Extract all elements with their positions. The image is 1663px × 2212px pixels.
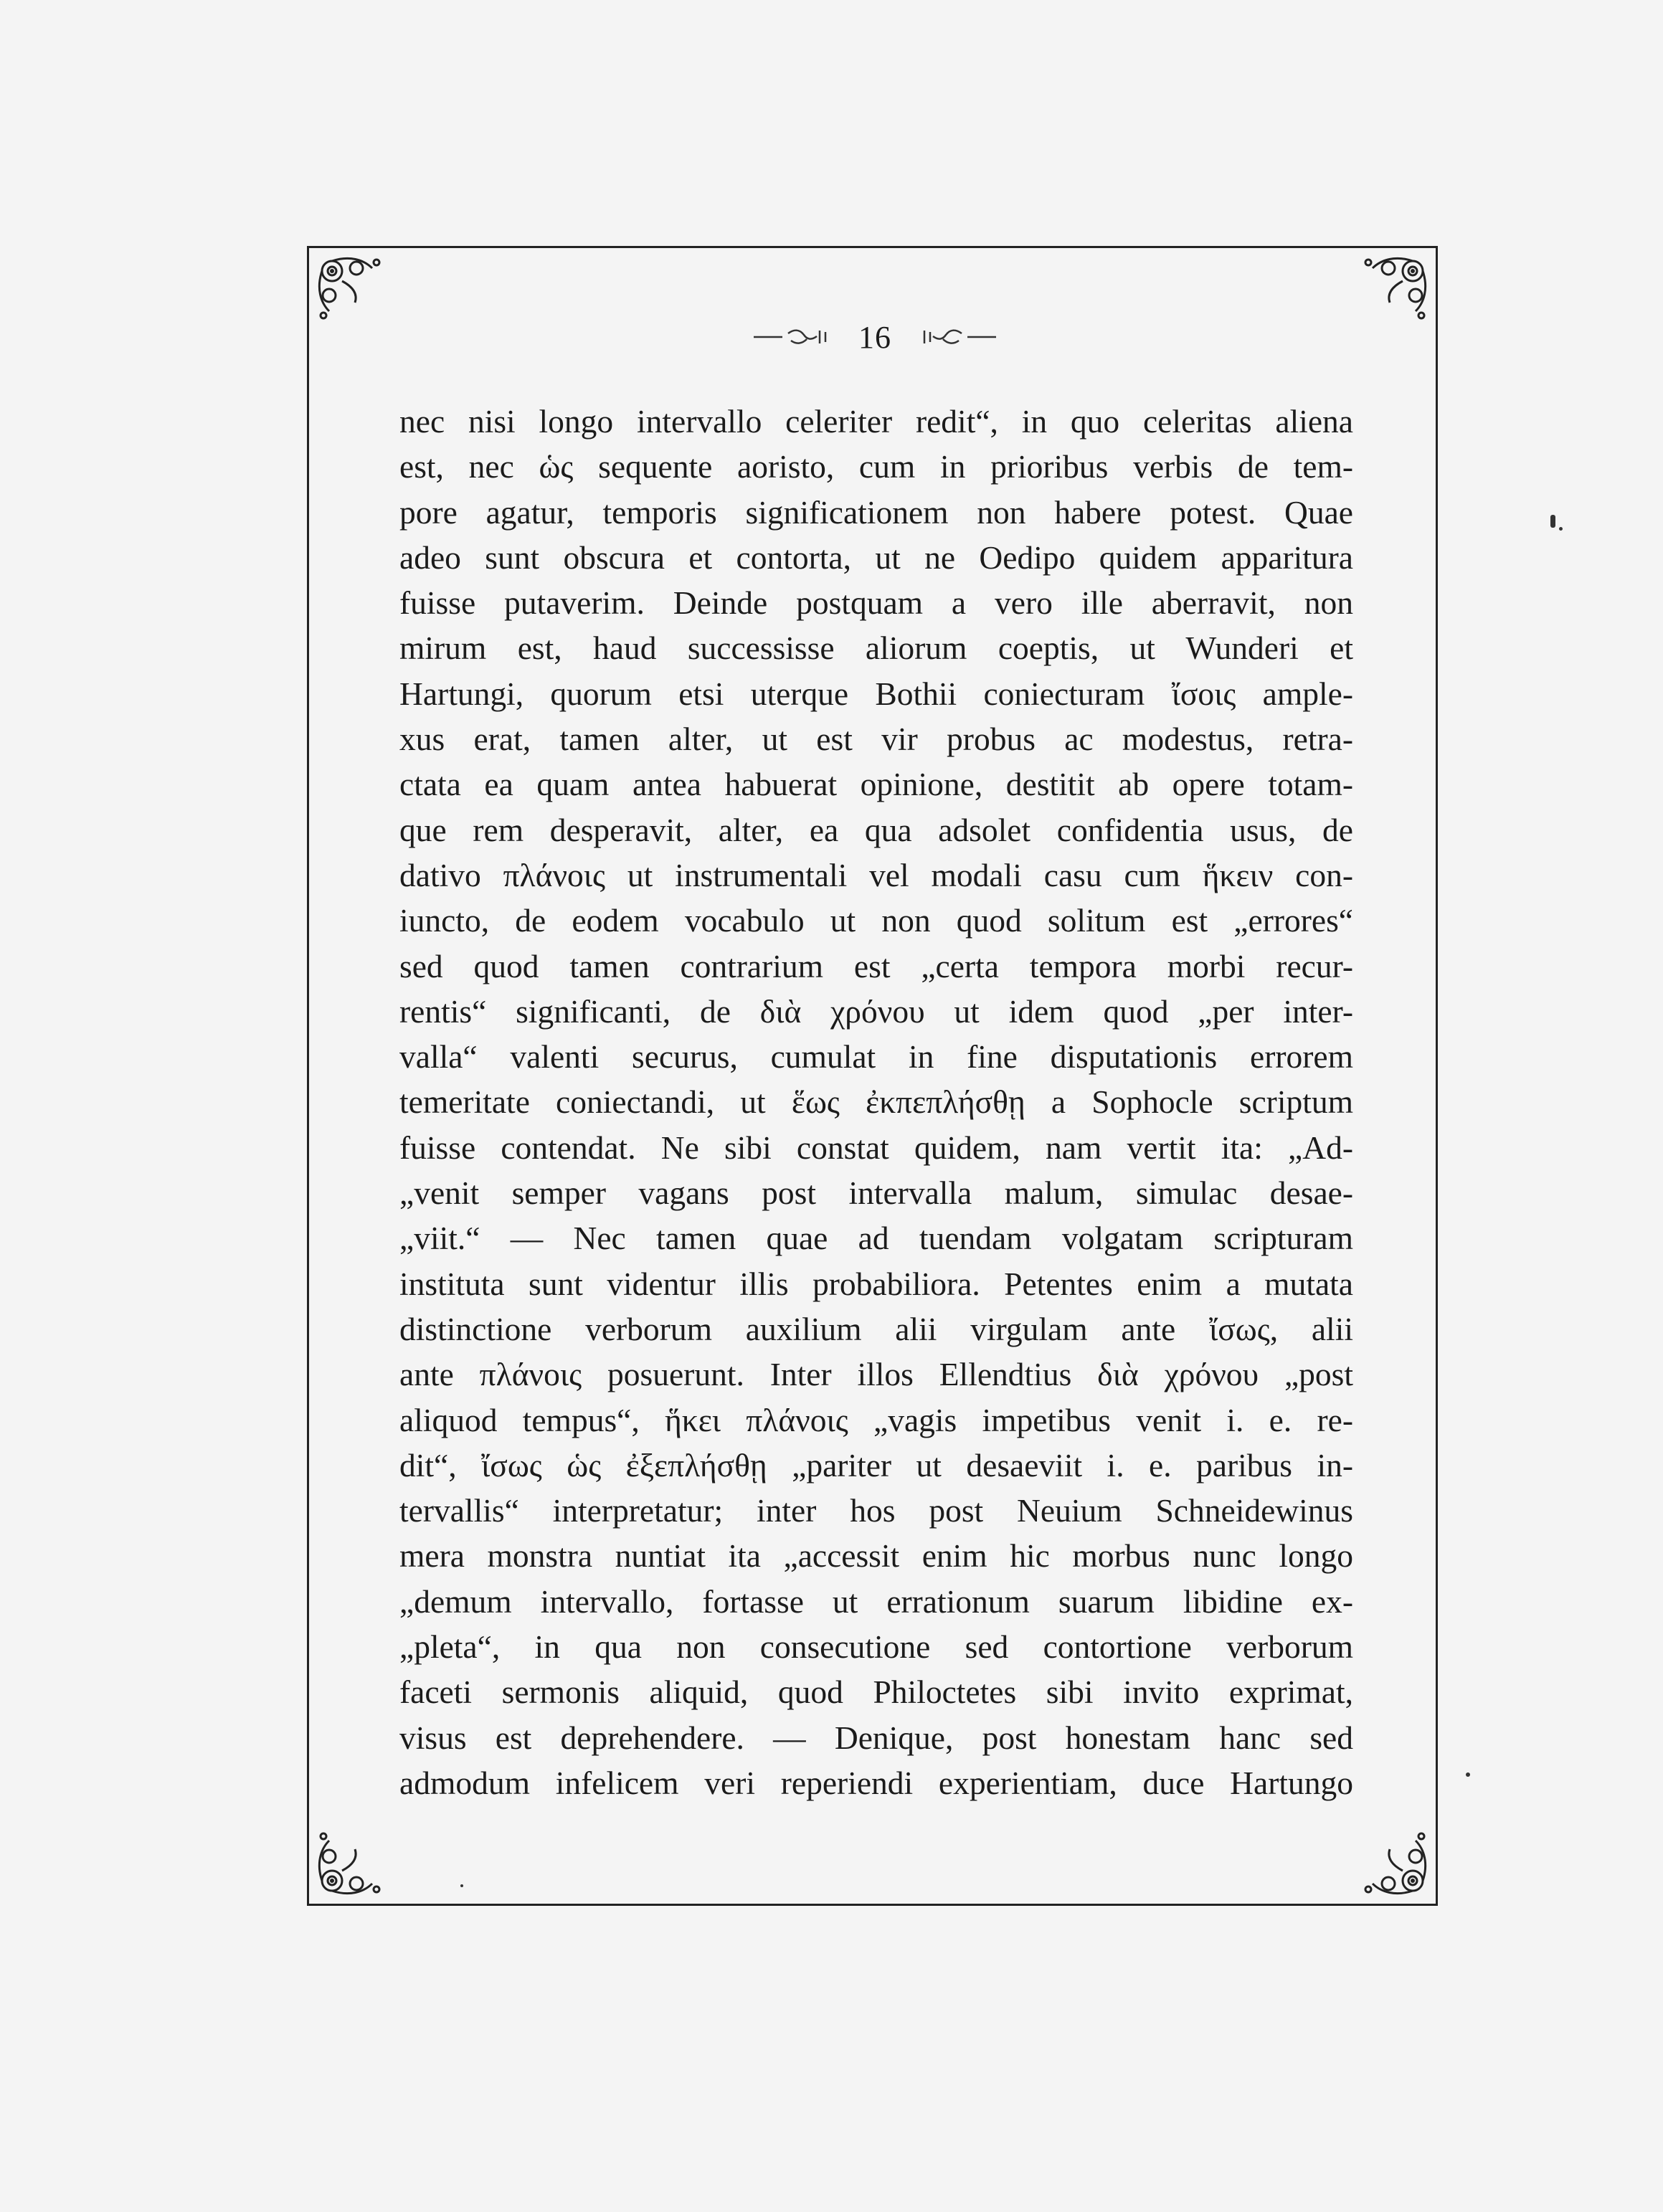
text-line: est, nec ὡς sequente aoristo, cum in prioribus verbis de tem- (399, 448, 1353, 485)
text-line: mirum est, haud successisse aliorum coeptis, ut Wunderi et (399, 630, 1353, 667)
text-line: distinctione verborum auxilium alii virgulam ante ἴσως, alii (399, 1310, 1353, 1347)
text-line: que rem desperavit, alter, ea qua adsolet confidentia usus, de (399, 811, 1353, 848)
text-line: iuncto, de eodem vocabulo ut non quod solitum est „errores“ (399, 902, 1353, 939)
page-number: 16 (858, 319, 891, 355)
text-line: dativo πλάνοις ut instrumentali vel modali casu cum ἥκειν con- (399, 856, 1353, 893)
text-line: temeritate coniectandi, ut ἕως ἐκπεπλήσθῃ a Sophocle scriptum (399, 1083, 1353, 1121)
corner-ornament-icon (313, 252, 399, 338)
flourish-left-icon (754, 326, 840, 348)
text-line: visus est deprehendere. — Denique, post honestam hanc sed (399, 1719, 1353, 1756)
text-line: adeo sunt obscura et contorta, ut ne Oedipo quidem apparitura (399, 538, 1353, 576)
speck (1559, 527, 1563, 531)
text-line: instituta sunt videntur illis probabiliora. Petentes enim a mutata (399, 1265, 1353, 1302)
text-line: fuisse putaverim. Deinde postquam a vero ille aberravit, non (399, 584, 1353, 622)
speck (1550, 515, 1555, 528)
text-line: dit“, ἴσως ὡς ἐξεπλήσθῃ „pariter ut desaeviit i. e. paribus in- (399, 1446, 1353, 1484)
text-line: „viit.“ — Nec tamen quae ad tuendam volgatam scripturam (399, 1220, 1353, 1257)
text-line: valla“ valenti securus, cumulat in fine disputationis errorem (399, 1038, 1353, 1076)
text-line: rentis“ significanti, de διὰ χρόνου ut idem quod „per inter- (399, 992, 1353, 1030)
text-line: tervallis“ interpretatur; inter hos post Neuium Schneidewinus (399, 1492, 1353, 1529)
text-line: Hartungi, quorum etsi uterque Bothii coniecturam ἴσοις ample- (399, 675, 1353, 712)
text-line: aliquod tempus“, ἥκει πλάνοις „vagis impetibus venit i. e. re- (399, 1401, 1353, 1438)
text-line: „venit semper vagans post intervalla malum, simulac desae- (399, 1174, 1353, 1212)
speck (460, 1884, 463, 1887)
speck (1466, 1772, 1470, 1777)
text-line: fuisse contendat. Ne sibi constat quidem, nam vertit ita: „Ad- (399, 1129, 1353, 1166)
body-text (399, 399, 1353, 1805)
text-line: faceti sermonis aliquid, quod Philoctetes sibi invito exprimat, (399, 1674, 1353, 1711)
text-line: „pleta“, in qua non consecutione sed contortione verborum (399, 1628, 1353, 1666)
text-line: admodum infelicem veri reperiendi experientiam, duce Hartungo (399, 1764, 1353, 1801)
page-header (731, 315, 1018, 359)
corner-ornament-icon (1345, 252, 1431, 338)
flourish-right-icon (910, 326, 996, 348)
text-line: sed quod tamen contrarium est „certa tempora morbi recur- (399, 947, 1353, 984)
text-line: xus erat, tamen alter, ut est vir probus ac modestus, retra- (399, 721, 1353, 758)
corner-ornament-icon (313, 1813, 399, 1899)
text-line: pore agatur, temporis significationem non habere potest. Quae (399, 493, 1353, 531)
text-line: „demum intervallo, fortasse ut errationum suarum libidine ex- (399, 1582, 1353, 1620)
text-line: nec nisi longo intervallo celeriter redit“, in quo celeritas aliena (399, 403, 1353, 440)
text-line: ctata ea quam antea habuerat opinione, destitit ab opere totam- (399, 766, 1353, 803)
text-line: mera monstra nuntiat ita „accessit enim hic morbus nunc longo (399, 1537, 1353, 1575)
text-line: ante πλάνοις posuerunt. Inter illos Ellendtius διὰ χρόνου „post (399, 1356, 1353, 1393)
corner-ornament-icon (1345, 1813, 1431, 1899)
